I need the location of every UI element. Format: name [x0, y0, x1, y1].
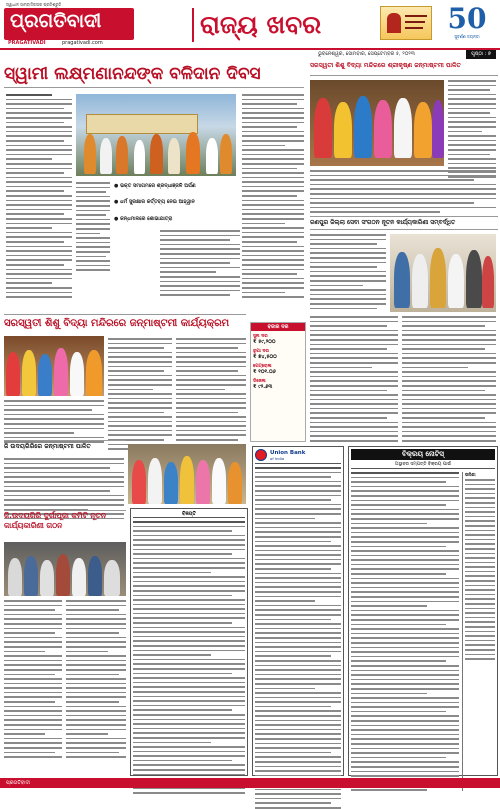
lead-photo[interactable] — [76, 94, 236, 176]
mid-left-headline[interactable]: ସରସ୍ୱତୀ ଶିଶୁ ବିଦ୍ୟା ମନ୍ଦିରରେ ଜନ୍ମାଷ୍ଟମୀ କାର୍ଯ୍ୟକ୍ରମ — [4, 314, 246, 332]
silver-label: ରୂପା ଦର — [253, 349, 269, 354]
anniversary-badge: 50 ସୁବର୍ଣ୍ଣ ଜୟନ୍ତୀ — [447, 2, 487, 39]
mid-left-body-b — [176, 338, 246, 450]
masthead-top-note: ସ୍ୱାଧୀନ ସାମ୍ବାଦିକତାର ପ୍ରତିଶ୍ରୁତି — [6, 2, 62, 7]
lower-left-headline-2[interactable]: ଜି.ଉଦୟଗିରି ଦୁର୍ଗାପୂଜା କମିଟି ନୂତନ କାର୍ଯ୍ୟକାରିଣୀ ଗଠନ — [4, 510, 126, 538]
bank-name: Union Bank — [270, 449, 306, 456]
lead-bullet-3: ● କନ୍ଧମାଳରେ ଶୋଭାଯାତ୍ରା — [114, 216, 173, 222]
lower-left-body-2 — [4, 600, 62, 758]
lower-left-body-3 — [66, 600, 126, 758]
lower-left-headline-1[interactable]: ଜି ଉଦୟଗିରିରେ ଜନ୍ମାଷ୍ଟମୀ ପାଳିତ — [4, 440, 126, 454]
mid-right-body-a — [310, 234, 386, 309]
lead-body-col4 — [242, 94, 304, 298]
top-right-headline[interactable]: ସରସ୍ୱତୀ ଶିଶୁ ବିଦ୍ୟା ମନ୍ଦିରରେ ଶ୍ରୀକୃଷ୍ଣ ଜନ୍ମାଷ୍ଟମୀ ପାଳିତ — [310, 62, 498, 76]
diesel-price: ₹ ୯୨.୬୩ — [253, 384, 273, 390]
bank-logo-icon — [255, 449, 267, 461]
website-label[interactable]: pragativadi.com — [62, 40, 103, 46]
brand-english: PRAGATIVADI — [8, 40, 46, 46]
lead-bullet-2: ● ଧର୍ମ ସୁରକ୍ଷାର କର୍ତ୍ତବ୍ୟ ନେଇ ଆହ୍ୱାନ — [114, 199, 195, 205]
market-title: ବଜାର ଦର — [251, 323, 305, 331]
market-box — [250, 322, 306, 442]
brand-logo[interactable] — [4, 8, 134, 40]
brand-odia: ପ୍ରଗତିବାଦୀ — [10, 10, 102, 32]
bank-notice-block — [252, 446, 344, 776]
mid-left-photo[interactable] — [4, 336, 104, 396]
mid-left-body-a — [108, 338, 172, 450]
bank-sub: of India — [270, 455, 285, 461]
tender-notice-block: ବିଜ୍ଞପ୍ତି — [130, 508, 248, 776]
mid-right-body-b — [402, 316, 496, 442]
lower-left-photo[interactable] — [4, 542, 126, 596]
petrol-price: ₹ ୧୦୧.୦୬ — [253, 369, 276, 375]
page-label: ପୃଷ୍ଠା : ୭ — [466, 50, 496, 59]
diesel-label: ଡିଜେଲ — [253, 379, 266, 384]
mid-right-photo[interactable] — [390, 234, 496, 312]
footer-bar: ପ୍ରଗତିବାଦୀ — [0, 778, 500, 788]
mid-center-body — [310, 316, 398, 442]
mid-right-headline[interactable]: ରଣପୁର ଜିଲ୍ଲା ସେବା ସଂଗଠନ ନୂତନ କାର୍ଯ୍ୟକାରିଣୀ ସମ୍ବର୍ଦ୍ଧିତ — [310, 216, 498, 230]
sale-notice-block: ବିକ୍ରୟ ନୋଟିସ୍ ଅସ୍ଥାବର ସମ୍ପତ୍ତି ବିକ୍ରୟ ପାଇଁ ତାଲିକା — [348, 446, 498, 776]
masthead-rule — [0, 48, 500, 50]
lower-center-photo[interactable] — [128, 444, 246, 504]
mid-left-body-c — [4, 400, 104, 443]
gold-price: ₹ ୫୯,୨୦୦ — [253, 339, 276, 345]
lead-body-col3 — [160, 230, 240, 296]
top-right-body-b — [310, 170, 496, 213]
gold-label: ସୁନା ଦର — [253, 334, 268, 339]
dateline: ଭୁବନେଶ୍ୱର, ସୋମବାର, ସେପ୍ଟେମ୍ବର ୫, ୨୦୨୩ — [318, 51, 415, 57]
lead-body-col2 — [76, 182, 110, 271]
lead-bullet-1: ● ଭକ୍ତ ସମାଗମରେ ଶ୍ରଦ୍ଧାଞ୍ଜଳି ଅର୍ପଣ — [114, 183, 196, 189]
petrol-label: ପେଟ୍ରୋଲ — [253, 364, 272, 369]
ad-temple-box — [380, 6, 432, 40]
section-title: ରାଜ୍ୟ ଖବର — [192, 8, 376, 42]
top-right-photo[interactable] — [310, 80, 444, 166]
top-right-body-a — [448, 80, 496, 178]
lead-headline[interactable]: ସ୍ୱାମୀ ଲକ୍ଷ୍ମଣାନନ୍ଦଙ୍କ ବଳିଦାନ ଦିବସ — [4, 62, 304, 88]
lead-body-col1 — [6, 94, 72, 298]
silver-price: ₹ ୭୪,୫୦୦ — [253, 354, 277, 360]
